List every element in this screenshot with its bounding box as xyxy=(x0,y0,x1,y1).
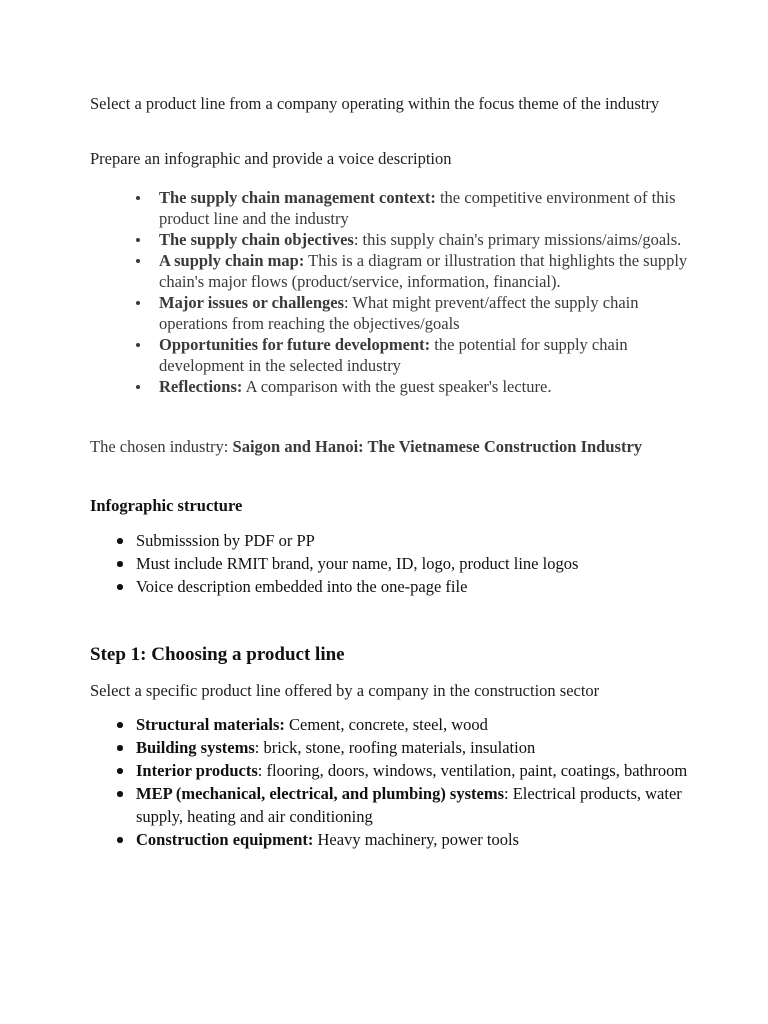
list-item: Structural materials: Cement, concrete, steel, wood xyxy=(112,713,692,736)
list-item: Reflections: A comparison with the guest speaker's lecture. xyxy=(136,376,696,397)
infographic-heading: Infographic structure xyxy=(90,496,243,515)
intro-line-1: Select a product line from a company operating within the focus theme of the industry xyxy=(90,94,660,113)
product-lines-list xyxy=(112,713,692,851)
step1-heading: Step 1: Choosing a product line xyxy=(90,644,345,665)
list-item: Must include RMIT brand, your name, ID, logo, product line logos xyxy=(112,552,692,575)
list-item: Voice description embedded into the one-page file xyxy=(112,575,692,598)
bullet-dot xyxy=(117,722,123,728)
bullet-dot xyxy=(117,538,123,544)
bullet-dot xyxy=(117,584,123,590)
bullet-dot xyxy=(136,343,140,347)
chosen-industry: The chosen industry: Saigon and Hanoi: The Vietnamese Construction Industry xyxy=(90,437,643,456)
bullet-dot xyxy=(136,301,140,305)
step1-intro: Select a specific product line offered by a company in the construction sector xyxy=(90,681,600,700)
bullet-dot xyxy=(136,385,140,389)
list-item: A supply chain map: This is a diagram or illustration that highlights the supply chain's major flows (product/service, information, financial). xyxy=(136,250,696,292)
infographic-list xyxy=(112,529,692,598)
bullet-dot xyxy=(136,196,140,200)
list-item: Opportunities for future development: the potential for supply chain development in the selected industry xyxy=(136,334,696,376)
requirements-list xyxy=(136,187,696,397)
list-item: The supply chain objectives: this supply chain's primary missions/aims/goals. xyxy=(136,229,696,250)
bullet-dot xyxy=(117,837,123,843)
list-item: Major issues or challenges: What might prevent/affect the supply chain operations from reaching the objectives/goals xyxy=(136,292,696,334)
list-item: MEP (mechanical, electrical, and plumbing) systems: Electrical products, water supply, heating and air conditioning xyxy=(112,782,692,828)
bullet-dot xyxy=(117,791,123,797)
bullet-dot xyxy=(136,238,140,242)
bullet-dot xyxy=(117,745,123,751)
list-item: Interior products: flooring, doors, windows, ventilation, paint, coatings, bathroom xyxy=(112,759,692,782)
bullet-dot xyxy=(117,561,123,567)
bullet-dot xyxy=(117,768,123,774)
list-item: Submisssion by PDF or PP xyxy=(112,529,692,552)
chosen-industry-name: Saigon and Hanoi: The Vietnamese Construction Industry xyxy=(232,437,643,456)
list-item: Building systems: brick, stone, roofing materials, insulation xyxy=(112,736,692,759)
bullet-dot xyxy=(136,259,140,263)
list-item: The supply chain management context: the competitive environment of this product line and the industry xyxy=(136,187,696,229)
list-item: Construction equipment: Heavy machinery, power tools xyxy=(112,828,692,851)
intro-line-2: Prepare an infographic and provide a voice description xyxy=(90,149,452,168)
